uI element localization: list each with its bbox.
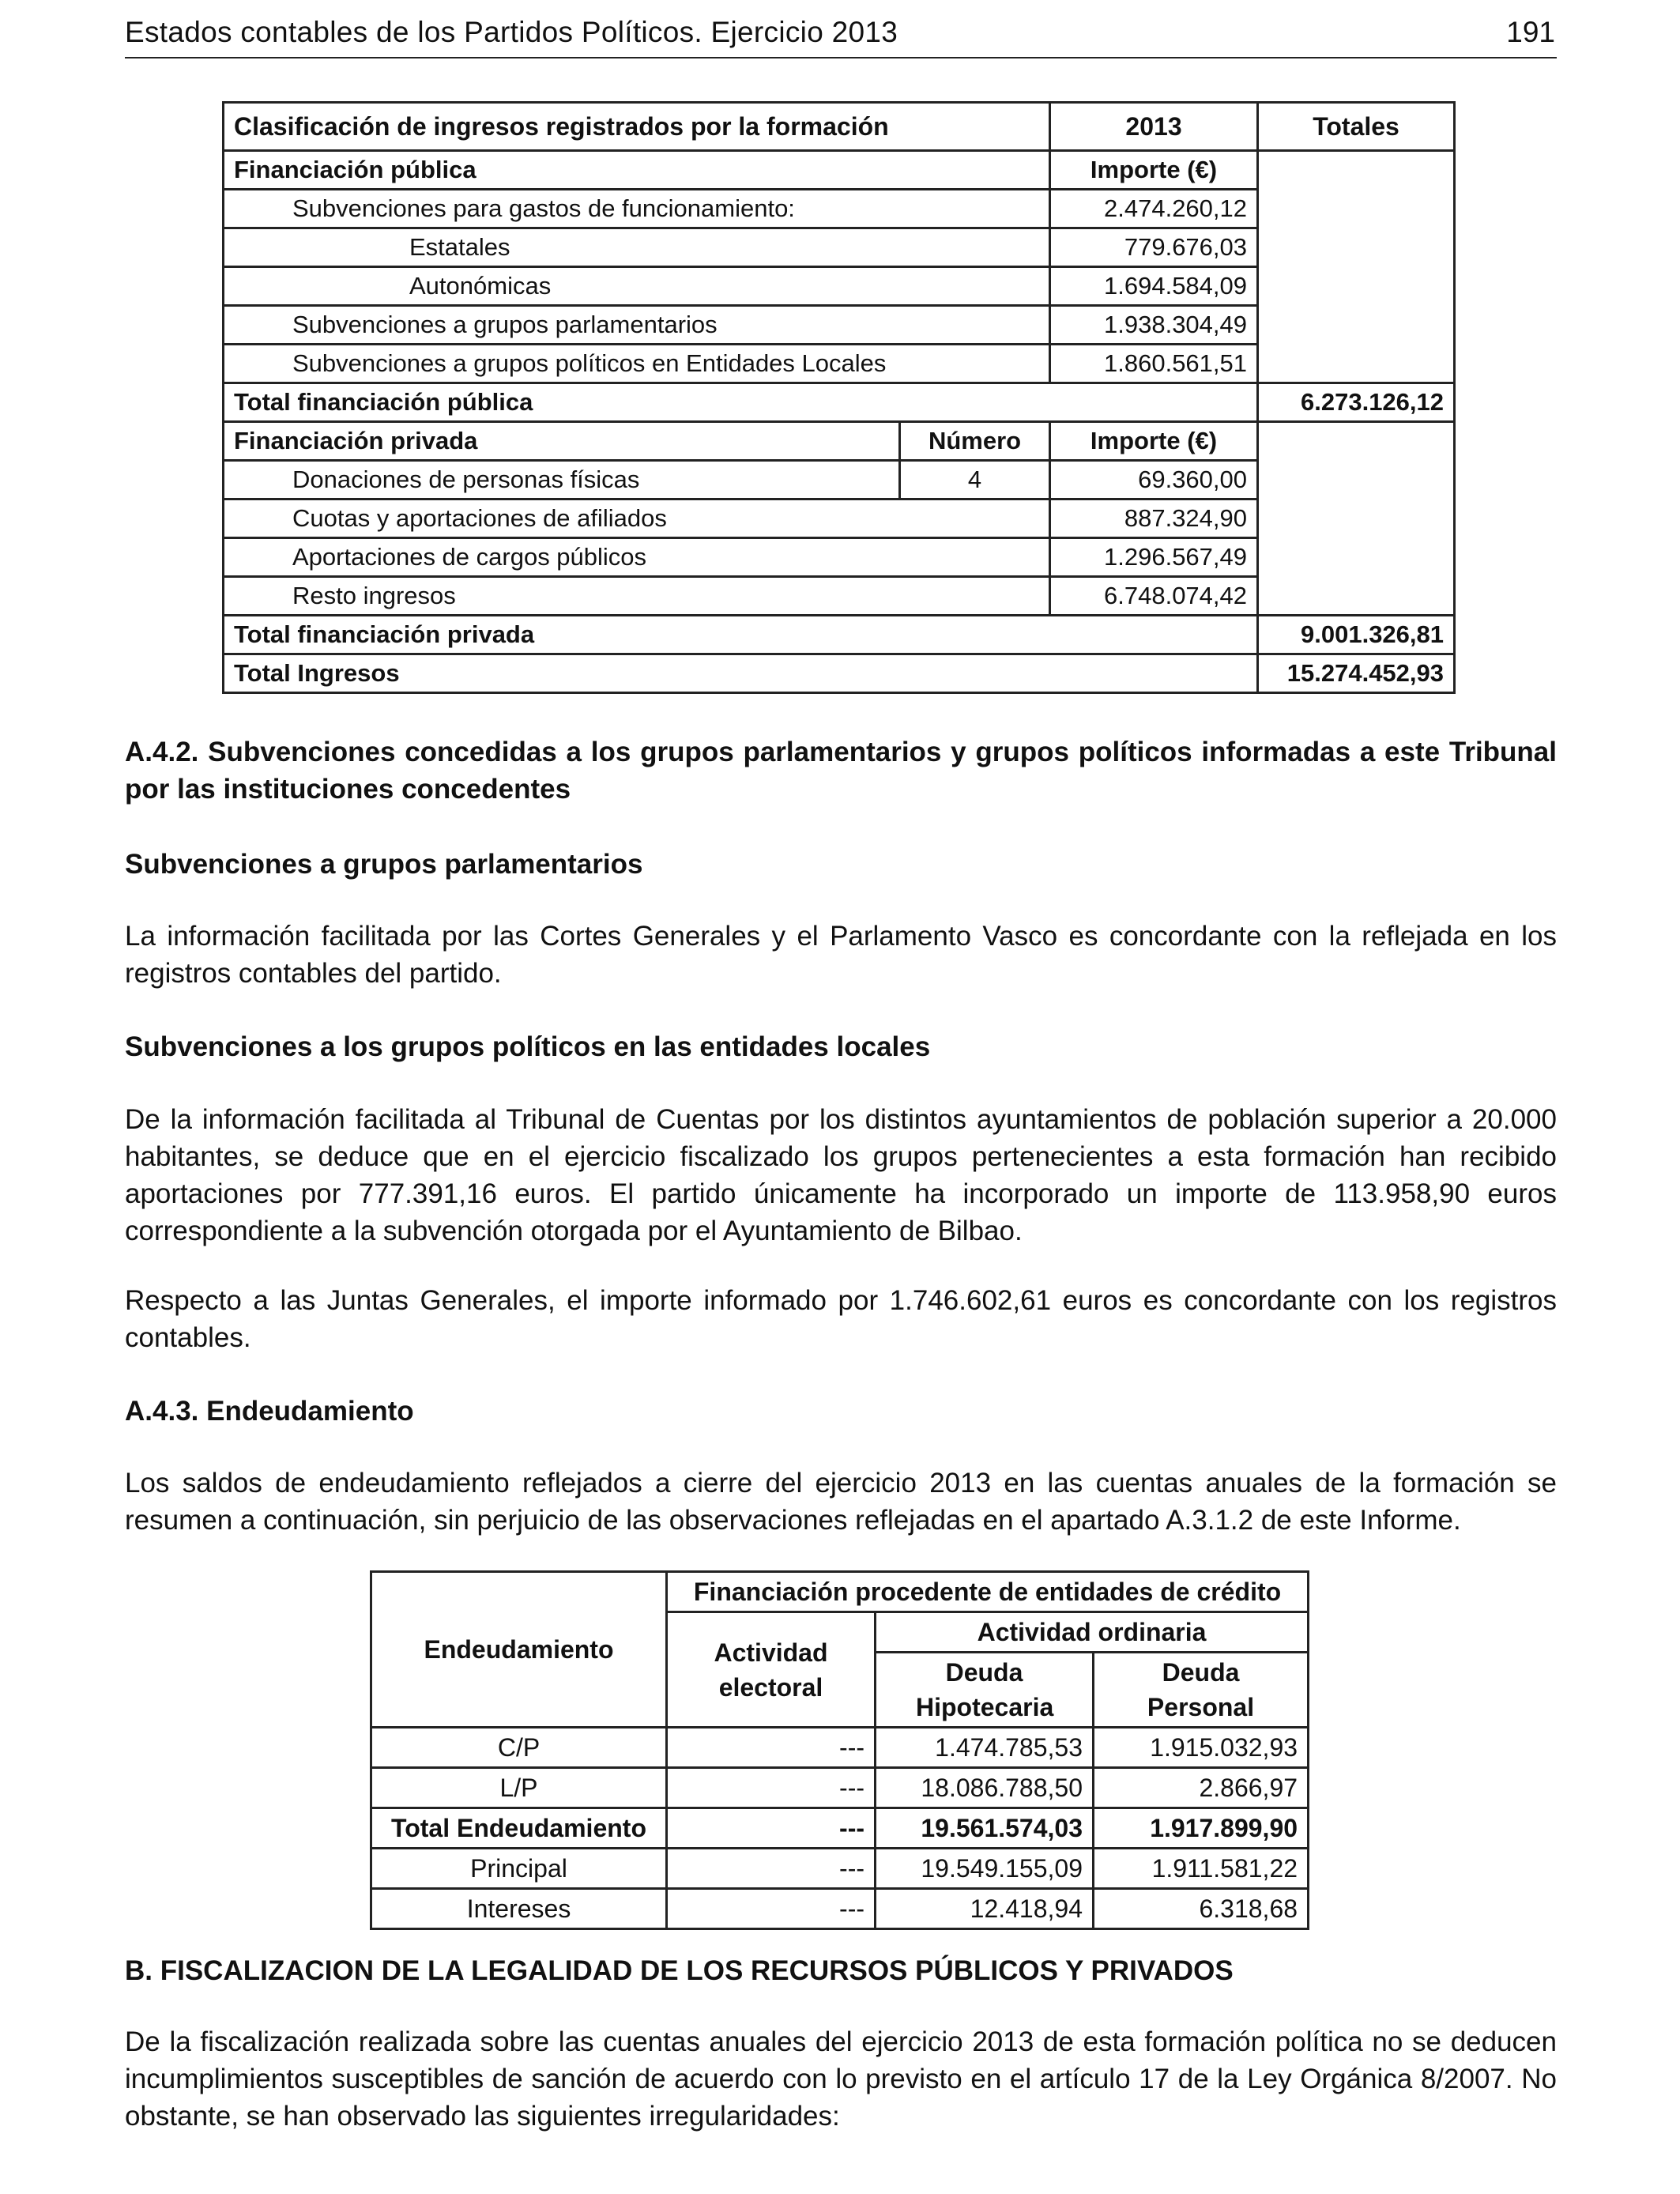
table-row	[371, 1889, 1309, 1929]
row-hipotecaria: 19.549.155,09	[876, 1849, 1094, 1889]
grand-total-row	[224, 654, 1455, 693]
debt-table	[370, 1570, 1309, 1930]
public-amount-header: Importe (€)	[1050, 151, 1258, 190]
debt-header-row-1	[371, 1572, 1309, 1612]
grand-total-label: Total Ingresos	[224, 654, 1258, 693]
public-funding-title-row	[224, 151, 1455, 190]
grand-total-value: 15.274.452,93	[1258, 654, 1455, 693]
header-actividad-ordinaria: Actividad ordinaria	[876, 1612, 1309, 1653]
row-label: Subvenciones para gastos de funcionamiento:	[224, 190, 1050, 228]
public-funding-title: Financiación pública	[224, 151, 1050, 190]
row-label: Cuotas y aportaciones de afiliados	[224, 499, 1050, 538]
private-funding-title: Financiación privada	[224, 422, 900, 461]
row-label: Estatales	[224, 228, 1050, 267]
section-a42	[125, 733, 1557, 808]
row-amount: 1.694.584,09	[1050, 267, 1258, 306]
section-a42-sub1	[125, 846, 1557, 883]
row-label: Subvenciones a grupos parlamentarios	[224, 306, 1050, 345]
page-number: 191	[1506, 16, 1555, 48]
row-hipotecaria: 19.561.574,03	[876, 1808, 1094, 1849]
row-amount: 1.860.561,51	[1050, 345, 1258, 383]
debt-total-row	[371, 1808, 1309, 1849]
row-number: 4	[900, 461, 1050, 499]
row-electoral: ---	[667, 1849, 876, 1889]
row-label: Intereses	[371, 1889, 667, 1929]
row-amount: 1.296.567,49	[1050, 538, 1258, 577]
row-hipotecaria: 1.474.785,53	[876, 1728, 1094, 1768]
sub2-paragraph: De la información facilitada al Tribunal de Cuentas por los distintos ayuntamientos de población superior a 20.000 habitantes, se deduce que en el ejercicio fiscalizado los grupos pertenecientes a esta formación han recibido aportaciones por 777.391,16 euros. El partido únicamente ha incorporado un importe de 113.958,90 euros correspondiente a la subvención otorgada por el Ayuntamiento de Bilbao.	[125, 1104, 1557, 1246]
private-funding-title-row	[224, 422, 1455, 461]
row-amount: 2.474.260,12	[1050, 190, 1258, 228]
private-total-row	[224, 616, 1455, 654]
sub2-paragraph-2: Respecto a las Juntas Generales, el importe informado por 1.746.602,61 euros es concordante con los registros contables.	[125, 1285, 1557, 1353]
section-a42-sub2	[125, 1028, 1557, 1065]
row-personal: 1.917.899,90	[1094, 1808, 1309, 1849]
sub1-paragraph: La información facilitada por las Cortes Generales y el Parlamento Vasco es concordante con la reflejada en los registros contables del partido.	[125, 921, 1557, 989]
row-hipotecaria: 18.086.788,50	[876, 1768, 1094, 1808]
section-a43-heading: A.4.3. Endeudamiento	[125, 1396, 414, 1427]
table-row	[371, 1849, 1309, 1889]
row-hipotecaria: 12.418,94	[876, 1889, 1094, 1929]
section-b	[125, 1952, 1557, 1989]
header-totals: Totales	[1258, 103, 1455, 151]
header-deuda-hipotecaria: Deuda Hipotecaria	[876, 1653, 1094, 1728]
row-amount: 887.324,90	[1050, 499, 1258, 538]
section-b-heading: B. FISCALIZACION DE LA LEGALIDAD DE LOS RECURSOS PÚBLICOS Y PRIVADOS	[125, 1955, 1234, 1986]
row-label: L/P	[371, 1768, 667, 1808]
row-electoral: ---	[667, 1808, 876, 1849]
sub2-heading: Subvenciones a los grupos políticos en las entidades locales	[125, 1031, 931, 1062]
header-endeudamiento: Endeudamiento	[371, 1572, 667, 1728]
row-personal: 6.318,68	[1094, 1889, 1309, 1929]
row-label: C/P	[371, 1728, 667, 1768]
row-personal: 2.866,97	[1094, 1768, 1309, 1808]
row-label: Principal	[371, 1849, 667, 1889]
table-row	[371, 1768, 1309, 1808]
public-total-row	[224, 383, 1455, 422]
private-amount-header: Importe (€)	[1050, 422, 1258, 461]
section-a42-sub2-body	[125, 1101, 1557, 1250]
row-amount: 6.748.074,42	[1050, 577, 1258, 616]
row-label: Aportaciones de cargos públicos	[224, 538, 1050, 577]
row-label: Autonómicas	[224, 267, 1050, 306]
private-number-header: Número	[900, 422, 1050, 461]
section-a43	[125, 1393, 1557, 1430]
public-totals-blank	[1258, 151, 1455, 383]
public-total-label: Total financiación pública	[224, 383, 1258, 422]
row-electoral: ---	[667, 1889, 876, 1929]
income-classification-table	[222, 101, 1456, 694]
section-a42-sub1-body	[125, 918, 1557, 992]
section-a43-body	[125, 1465, 1557, 1539]
section-a42-sub2-body2	[125, 1282, 1557, 1356]
private-total-label: Total financiación privada	[224, 616, 1258, 654]
income-table-header-row	[224, 103, 1455, 151]
running-header	[125, 11, 1557, 58]
section-b-body	[125, 2023, 1557, 2135]
row-personal: 1.911.581,22	[1094, 1849, 1309, 1889]
row-label: Resto ingresos	[224, 577, 1050, 616]
public-total-value: 6.273.126,12	[1258, 383, 1455, 422]
sub1-heading: Subvenciones a grupos parlamentarios	[125, 849, 643, 880]
header-year: 2013	[1050, 103, 1258, 151]
row-electoral: ---	[667, 1728, 876, 1768]
header-actividad-electoral: Actividad electoral	[667, 1612, 876, 1728]
row-amount: 779.676,03	[1050, 228, 1258, 267]
row-label: Donaciones de personas físicas	[224, 461, 900, 499]
private-total-value: 9.001.326,81	[1258, 616, 1455, 654]
row-personal: 1.915.032,93	[1094, 1728, 1309, 1768]
private-totals-blank	[1258, 422, 1455, 616]
section-b-paragraph: De la fiscalización realizada sobre las cuentas anuales del ejercicio 2013 de esta formación política no se deducen incumplimientos susceptibles de sanción de acuerdo con lo previsto en el artículo 17 de la Ley Orgánica 8/2007. No obstante, se han observado las siguientes irregularidades:	[125, 2026, 1557, 2132]
header-financiacion: Financiación procedente de entidades de crédito	[667, 1572, 1309, 1612]
section-a42-heading: A.4.2. Subvenciones concedidas a los grupos parlamentarios y grupos políticos informadas a este Tribunal por las instituciones concedentes	[125, 737, 1557, 805]
table-row	[371, 1728, 1309, 1768]
row-amount: 69.360,00	[1050, 461, 1258, 499]
header-classification: Clasificación de ingresos registrados por la formación	[224, 103, 1050, 151]
row-label: Subvenciones a grupos políticos en Entidades Locales	[224, 345, 1050, 383]
row-electoral: ---	[667, 1768, 876, 1808]
section-a43-paragraph: Los saldos de endeudamiento reflejados a cierre del ejercicio 2013 en las cuentas anuales de la formación se resumen a continuación, sin perjuicio de las observaciones reflejadas en el apartado A.3.1.2 de este Informe.	[125, 1468, 1557, 1536]
header-deuda-personal: Deuda Personal	[1094, 1653, 1309, 1728]
row-amount: 1.938.304,49	[1050, 306, 1258, 345]
row-label: Total Endeudamiento	[371, 1808, 667, 1849]
running-header-title: Estados contables de los Partidos Políticos. Ejercicio 2013	[125, 16, 898, 48]
